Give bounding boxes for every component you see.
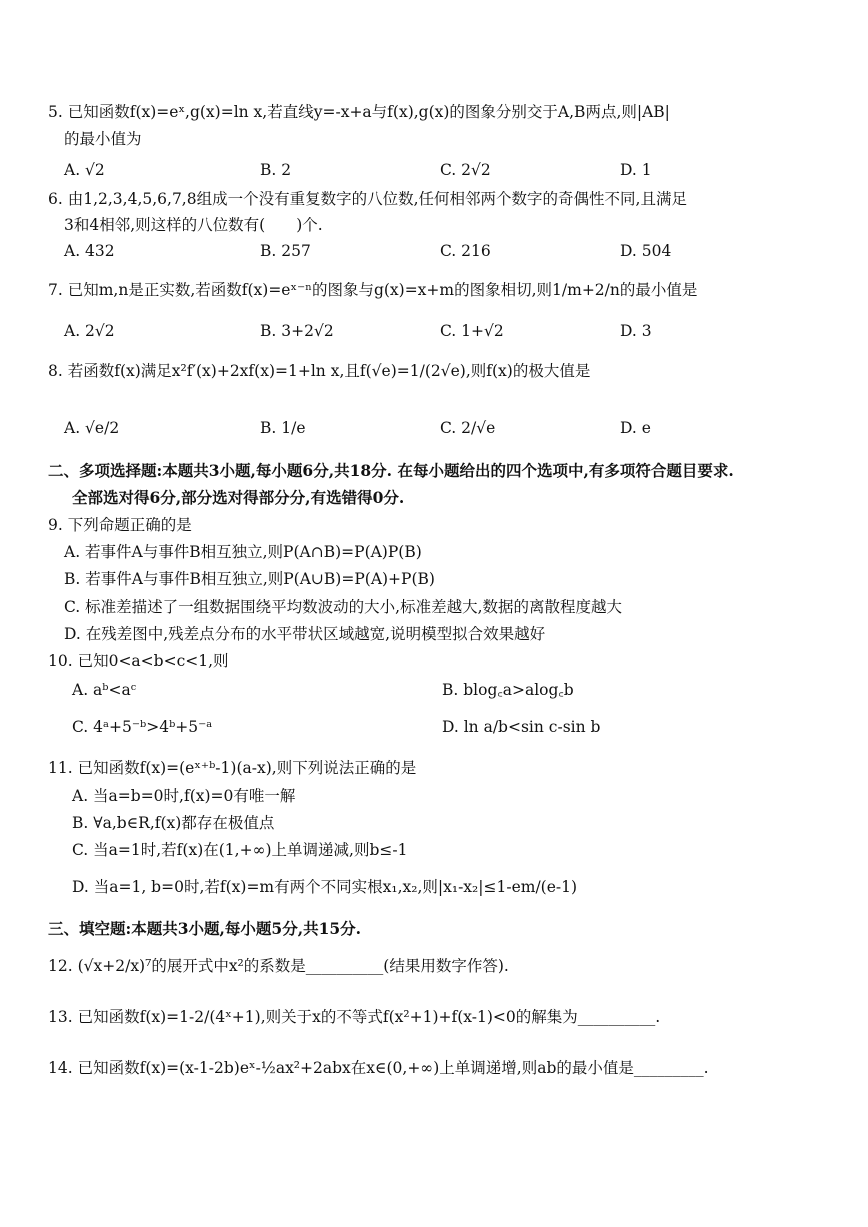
- q9-option-c: C. 标准差描述了一组数据围绕平均数波动的大小,标准差越大,数据的离散程度越大: [64, 598, 623, 616]
- q8-option-d: D. e: [620, 419, 651, 437]
- q6-option-d: D. 504: [620, 242, 672, 260]
- q11-option-a: A. 当a=b=0时,f(x)=0有唯一解: [72, 787, 296, 805]
- q5-option-a: A. √2: [64, 161, 105, 179]
- q6-option-c: C. 216: [440, 242, 491, 260]
- q7-option-b: B. 3+2√2: [260, 322, 334, 340]
- q10-option-a: A. aᵇ<aᶜ: [72, 681, 137, 699]
- q14-stem: 14. 已知函数f(x)=(x-1-2b)eˣ-½ax²+2abx在x∈(0,+∞)上单调递增,则ab的最小值是_________.: [48, 1059, 709, 1077]
- q7-option-c: C. 1+√2: [440, 322, 504, 340]
- q9-option-b: B. 若事件A与事件B相互独立,则P(A∪B)=P(A)+P(B): [64, 570, 435, 588]
- q6-stem-line-2: 3和4相邻,则这样的八位数有( )个.: [64, 216, 323, 234]
- q8-stem: 8. 若函数f(x)满足x²f′(x)+2xf(x)=1+ln x,且f(√e)=1/(2√e),则f(x)的极大值是: [48, 362, 591, 380]
- q10-option-c: C. 4ᵃ+5⁻ᵇ>4ᵇ+5⁻ᵃ: [72, 718, 213, 736]
- q6-option-a: A. 432: [64, 242, 115, 260]
- q10-option-d: D. ln a/b<sin c-sin b: [442, 718, 601, 736]
- q5-stem-line-2: 的最小值为: [64, 130, 142, 148]
- section2-heading-line-1: 二、多项选择题:本题共3小题,每小题6分,共18分. 在每小题给出的四个选项中,有多项符合题目要求.: [48, 461, 734, 480]
- q9-stem: 9. 下列命题正确的是: [48, 516, 192, 534]
- q8-option-b: B. 1/e: [260, 419, 306, 437]
- section3-heading: 三、填空题:本题共3小题,每小题5分,共15分.: [48, 919, 362, 938]
- q11-option-d: D. 当a=1, b=0时,若f(x)=m有两个不同实根x₁,x₂,则|x₁-x₂|≤1-em/(e-1): [72, 878, 578, 896]
- section2-heading-line-2: 全部选对得6分,部分选对得部分分,有选错得0分.: [72, 488, 405, 507]
- q9-option-d: D. 在残差图中,残差点分布的水平带状区域越宽,说明模型拟合效果越好: [64, 625, 546, 643]
- q11-option-b: B. ∀a,b∈R,f(x)都存在极值点: [72, 814, 275, 832]
- q9-option-a: A. 若事件A与事件B相互独立,则P(A∩B)=P(A)P(B): [64, 543, 422, 561]
- q6-stem-line-1: 6. 由1,2,3,4,5,6,7,8组成一个没有重复数字的八位数,任何相邻两个数字的奇偶性不同,且满足: [48, 190, 687, 208]
- q5-option-d: D. 1: [620, 161, 652, 179]
- q11-stem: 11. 已知函数f(x)=(eˣ⁺ᵇ-1)(a-x),则下列说法正确的是: [48, 759, 417, 777]
- q10-stem: 10. 已知0<a<b<c<1,则: [48, 652, 229, 670]
- q8-option-c: C. 2/√e: [440, 419, 496, 437]
- q7-option-d: D. 3: [620, 322, 652, 340]
- q5-option-b: B. 2: [260, 161, 292, 179]
- q8-option-a: A. √e/2: [64, 419, 120, 437]
- q11-option-c: C. 当a=1时,若f(x)在(1,+∞)上单调递减,则b≤-1: [72, 841, 408, 859]
- q10-option-b: B. blog꜀a>alog꜀b: [442, 681, 574, 699]
- q5-stem-line-1: 5. 已知函数f(x)=eˣ,g(x)=ln x,若直线y=-x+a与f(x),g(x)的图象分别交于A,B两点,则|AB|: [48, 103, 670, 121]
- q7-option-a: A. 2√2: [64, 322, 115, 340]
- q6-option-b: B. 257: [260, 242, 311, 260]
- q5-option-c: C. 2√2: [440, 161, 491, 179]
- q12-stem: 12. (√x+2/x)⁷的展开式中x²的系数是__________(结果用数字作答).: [48, 957, 509, 975]
- q7-stem: 7. 已知m,n是正实数,若函数f(x)=eˣ⁻ⁿ的图象与g(x)=x+m的图象相切,则1/m+2/n的最小值是: [48, 281, 698, 299]
- q13-stem: 13. 已知函数f(x)=1-2/(4ˣ+1),则关于x的不等式f(x²+1)+f(x-1)<0的解集为__________.: [48, 1008, 661, 1026]
